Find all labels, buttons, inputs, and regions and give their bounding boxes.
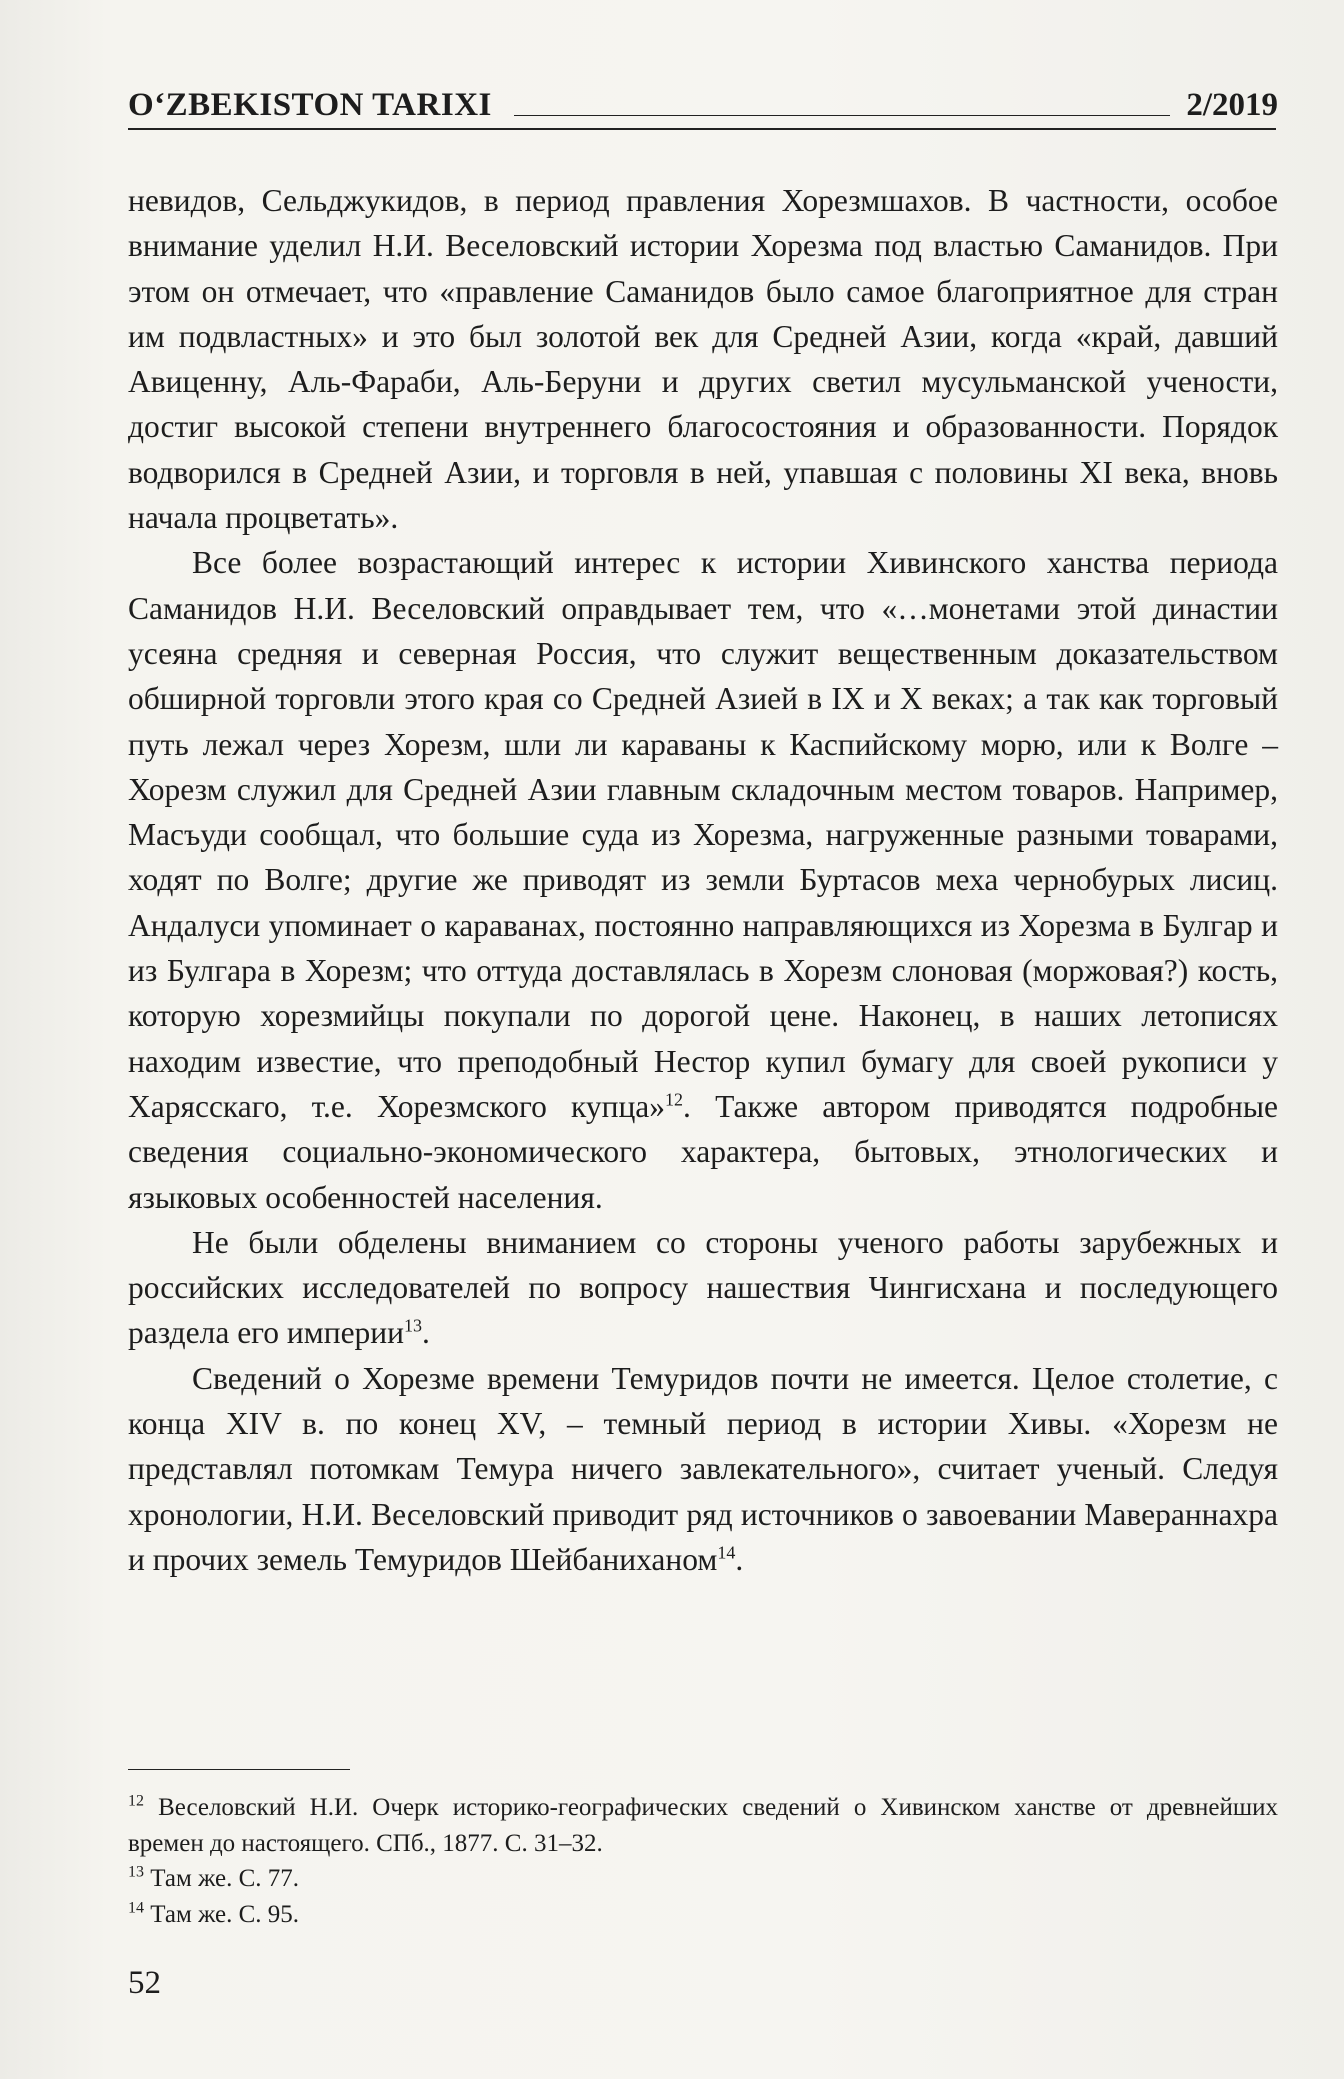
footnote-text: Там же. С. 95. (150, 1900, 300, 1928)
paragraph (128, 1356, 1278, 1582)
footnote-text: Веселовский Н.И. Очерк историко-географических сведений о Хивинском ханстве от древнейших времен до настоящего. СПб., 1877. С. 31–32. (128, 1794, 1279, 1857)
footnotes (128, 1790, 1278, 1932)
paragraph (128, 540, 1278, 1219)
header-divider (128, 128, 1276, 130)
footnote (128, 1861, 1278, 1897)
issue-number: 2/2019 (1186, 87, 1278, 123)
paragraph-text-tail: . Также автором приводятся подробные сведения социально-экономического характера, бытовых, этнологических и языковых особенностей населения. (128, 1088, 1278, 1215)
paragraph-text: невидов, Сельджукидов, в период правления Хорезмшахов. В частности, особое внимание уделил Н.И. Веселовский истории Хорезма под властью Саманидов. При этом он отмечает, что «правление Саманидов было самое благоприятное для стран им подвластных» и это был золотой век для Средней Азии, когда «край, давший Авиценну, Аль-Фараби, Аль-Беруни и других светил мусульманской учености, достиг высокой степени внутреннего благосостояния и образованности. Порядок водворился в Средней Азии, и торговля в ней, упавшая с половины XI века, вновь начала процветать». (128, 183, 1278, 536)
footnote (128, 1897, 1278, 1933)
paragraph (128, 1220, 1278, 1356)
paragraph-text-tail: . (422, 1315, 430, 1351)
footnote-separator (128, 1769, 350, 1770)
footnote (128, 1790, 1278, 1861)
footnote-number: 12 (128, 1792, 144, 1810)
page-number: 52 (128, 1965, 161, 2001)
footnote-number: 14 (128, 1899, 144, 1917)
footnote-text: Там же. С. 77. (150, 1865, 300, 1892)
running-head (128, 76, 1278, 124)
paragraph-text: Не были обделены вниманием со стороны ученого работы зарубежных и российских исследователей по вопросу нашествия Чингисхана и последующего раздела его империи (128, 1224, 1278, 1351)
paragraph-continued (128, 178, 1278, 540)
footnote-ref[interactable]: 12 (665, 1089, 684, 1110)
running-head-rule (514, 115, 1170, 116)
footnote-number: 13 (128, 1863, 144, 1881)
footnote-ref[interactable]: 13 (404, 1315, 423, 1336)
article-body (128, 178, 1278, 1582)
paragraph-text: Все более возрастающий интерес к истории Хивинского ханства периода Саманидов Н.И. Веселовский оправдывает тем, что «…монетами этой династии усеяна средняя и северная Россия, что служит вещественным доказательством обширной торговли этого края со Средней Азией в IX и X веках; а так как торговый путь лежал через Хорезм, шли ли караваны к Каспийскому морю, или к Волге – Хорезм служил для Средней Азии главным складочным местом товаров. Например, Масъуди сообщал, что большие суда из Хорезма, нагруженные разными товарами, ходят по Волге; другие же приводят из земли Буртасов меха чернобурых лисиц. Андалуси упоминает о караванах, постоянно направляющихся из Хорезма в Булгар и из Булгара в Хорезм; что оттуда доставлялась в Хорезм слоновая (моржовая?) кость, которую хорезмийцы покупали по дорогой цене. Наконец, в наших летописях находим известие, что преподобный Нестор купил бумагу для своей рукописи у Харясскаго, т.е. Хорезмского купца» (128, 545, 1278, 1124)
paragraph-text: Сведений о Хорезме времени Темуридов почти не имеется. Целое столетие, с конца XIV в. по конец XV, – темный период в истории Хивы. «Хорезм не представлял потомкам Темура ничего завлекательного», считает ученый. Следуя хронологии, Н.И. Веселовский приводит ряд источников о завоевании Мавераннахра и прочих земель Темуридов Шейбаниханом (128, 1360, 1278, 1577)
paragraph-text-tail: . (735, 1541, 744, 1577)
footnote-ref[interactable]: 14 (717, 1542, 736, 1563)
journal-title: O‘ZBEKISTON TARIXI (128, 87, 492, 123)
